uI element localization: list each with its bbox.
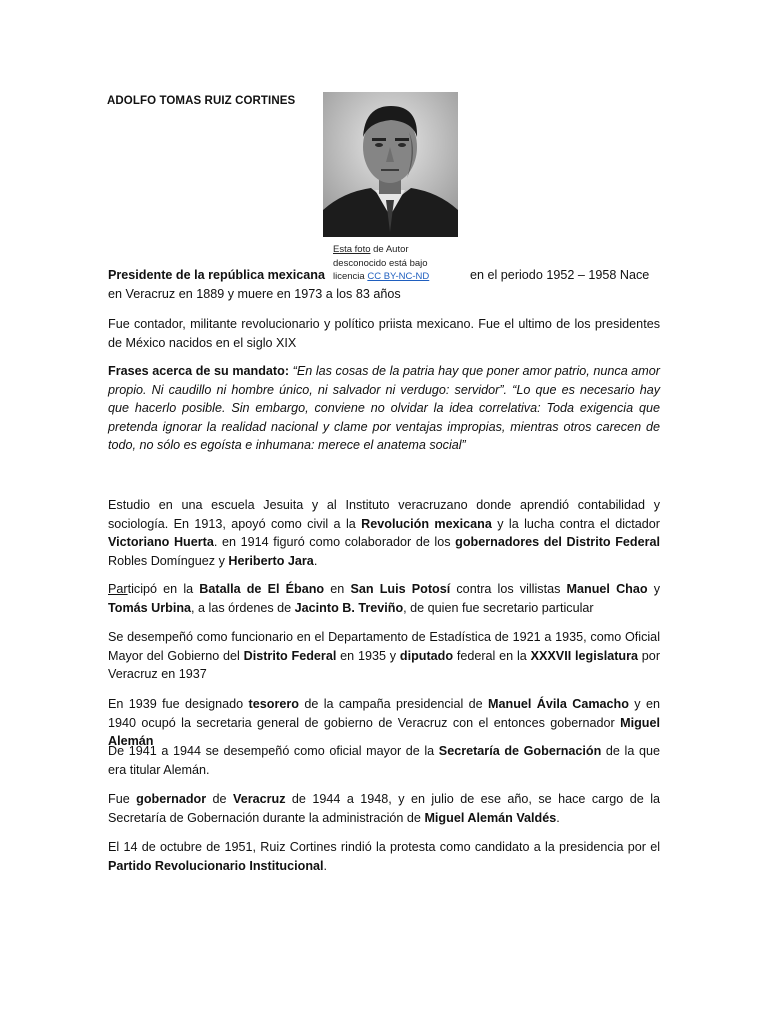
caption-text: de Autor desconocido está bajo licencia [333, 244, 428, 282]
funcionario-text-c: en 1935 y [336, 648, 400, 663]
intro-right: en el periodo 1952 – 1958 Nace [470, 268, 650, 282]
caption-license-link[interactable]: CC BY-NC-ND [367, 271, 430, 282]
link-diputado[interactable]: diputado [399, 648, 454, 663]
p1941-text-c: de la que era titular Alemán. [108, 744, 660, 777]
paragraph-contador: Fue contador, militante revolucionario y político priista mexicano. Fue el ultimo de los presidentes de México nacidos en el siglo XIX [108, 317, 660, 350]
batalla-text-b: ticipó en la [127, 582, 200, 596]
p1939-text-a: En 1939 fue designado [108, 697, 249, 711]
frases-label: Frases acerca de su mandato: [108, 364, 290, 378]
paragraph-batalla [108, 580, 660, 617]
estudio-text-e: . en 1914 figuró como colaborador de los [213, 535, 456, 549]
caption-photo-link[interactable]: Esta foto [333, 244, 371, 255]
estudio-text-g: Robles Domínguez y [108, 553, 229, 568]
paragraph-funcionario [108, 628, 660, 684]
photo-caption [333, 243, 443, 284]
frases-quote: “En las cosas de la patria hay que poner amor patrio, nunca amor propio. Ni caudillo ni hombre único, ni salvador ni verdugo: servidor”. “Lo que es necesario hay que hacerlo posible. Sin embargo, conviene no olvidar la idea correlativa: Toda exigencia que pretenda ignorar la realidad nacional y clame por ventajas impropias, mientras otros carecen de todo, no sólo es egoísta e inhumana: merece el anatema social” [108, 364, 660, 452]
funcionario-text-g: por Veracruz en 1937 [108, 648, 661, 681]
link-secretaria-gobernacion[interactable]: Secretaría de Gobernación [438, 744, 602, 758]
link-batalla-ebano[interactable]: Batalla de El Ébano [199, 582, 325, 596]
gob-text-c: de [206, 792, 233, 806]
intro-line2: en Veracruz en 1889 y muere en 1973 a los 83 años [108, 287, 401, 301]
batalla-text-f: contra los villistas [450, 582, 567, 596]
link-pri[interactable]: Partido Revolucionario Institucional [108, 858, 324, 873]
p1939-text-e: y en 1940 ocupó la secretaria general de gobierno de Veracruz con el entonces gobernador [108, 697, 660, 730]
gob-text-e: de 1944 a 1948, y en julio de ese año, se hace cargo de la Secretaría de Gobernación durante la administración de [108, 792, 660, 825]
p1951-text-c: . [323, 858, 328, 873]
link-gobernadores-df[interactable]: gobernadores del Distrito Federal [455, 535, 661, 549]
link-distrito-federal[interactable]: Distrito Federal [243, 648, 337, 663]
paragraph-frases [108, 362, 660, 455]
link-manuel-avila-camacho[interactable]: Manuel Ávila Camacho [488, 697, 629, 711]
estudio-text-i: . [313, 553, 318, 568]
p1941-text-a: De 1941 a 1944 se desempeñó como oficial mayor de la [108, 744, 439, 758]
link-victoriano-huerta[interactable]: Victoriano Huerta [108, 535, 214, 549]
paragraph-1941 [108, 742, 660, 779]
gob-text-a: Fue [108, 792, 137, 806]
link-gobernador[interactable]: gobernador [136, 792, 207, 806]
portrait-photo [323, 92, 458, 237]
link-miguel-aleman-valdes[interactable]: Miguel Alemán Valdés [424, 810, 557, 825]
link-manuel-chao[interactable]: Manuel Chao [566, 582, 648, 596]
link-veracruz[interactable]: Veracruz [232, 792, 286, 806]
link-revolucion-mexicana[interactable]: Revolución mexicana [361, 516, 492, 531]
link-tomas-urbina[interactable]: Tomás Urbina [108, 600, 192, 615]
funcionario-text-a: Se desempeñó como funcionario en el Departamento de Estadística de 1921 a 1935, como Oficial Mayor del Gobierno del [108, 630, 660, 663]
batalla-text-j: , a las órdenes de [191, 600, 295, 615]
link-miguel-aleman[interactable]: Miguel Alemán [108, 715, 660, 748]
link-heriberto-jara[interactable]: Heriberto Jara [228, 553, 314, 568]
paragraph-estudio [108, 496, 660, 570]
funcionario-text-e: federal en la [453, 648, 531, 663]
portrait-image [323, 92, 458, 237]
batalla-text-h: y [647, 582, 661, 596]
estudio-text-a: Estudio en una escuela Jesuita y al Instituto veracruzano donde aprendió contabilidad y sociología. En 1913, apoyó como civil a la [108, 498, 660, 531]
p1951-text-a: El 14 de octubre de 1951, Ruiz Cortines rindió la protesta como candidato a la presidencia por el [108, 840, 660, 854]
batalla-text-d: en [324, 582, 351, 596]
link-xxxvii-legislatura[interactable]: XXXVII legislatura [530, 648, 638, 663]
estudio-text-c: y la lucha contra el dictador [491, 516, 660, 531]
paragraph-gobernador [108, 790, 660, 827]
document-title: ADOLFO TOMAS RUIZ CORTINES [107, 95, 296, 107]
paragraph-1951 [108, 838, 660, 875]
gob-text-g: . [556, 810, 560, 825]
intro-left: Presidente de la república mexicana [108, 268, 325, 282]
link-san-luis-potosi[interactable]: San Luis Potosí [350, 582, 451, 596]
batalla-text-l: , de quien fue secretario particular [403, 600, 594, 615]
link-jacinto-trevino[interactable]: Jacinto B. Treviño [294, 600, 404, 615]
p1939-text-c: de la campaña presidencial de [298, 697, 489, 711]
link-tesorero[interactable]: tesorero [248, 697, 299, 711]
batalla-text-a: Par [108, 582, 128, 596]
